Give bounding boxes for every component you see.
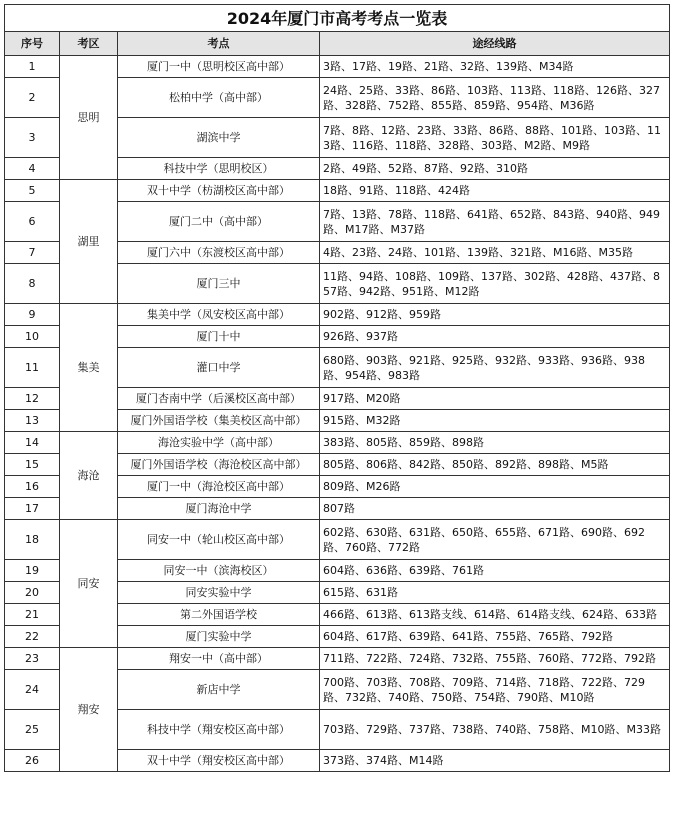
row-number: 5 (5, 180, 60, 202)
route-list: 809路、M26路 (320, 476, 670, 498)
row-number: 25 (5, 710, 60, 750)
route-list: 703路、729路、737路、738路、740路、758路、M10路、M33路 (320, 710, 670, 750)
row-number: 22 (5, 626, 60, 648)
row-number: 4 (5, 158, 60, 180)
page (4, 0, 669, 772)
row-number: 10 (5, 326, 60, 348)
route-list: 7路、13路、78路、118路、641路、652路、843路、940路、949路、M17路、M37路 (320, 202, 670, 242)
route-list: 915路、M32路 (320, 410, 670, 432)
route-list: 926路、937路 (320, 326, 670, 348)
route-list: 383路、805路、859路、898路 (320, 432, 670, 454)
school-name: 厦门一中（思明校区高中部） (118, 56, 320, 78)
district-cell: 翔安 (60, 648, 118, 772)
route-list: 24路、25路、33路、86路、103路、113路、118路、126路、327路、328路、752路、855路、859路、954路、M36路 (320, 78, 670, 118)
table-row (5, 56, 670, 78)
row-number: 2 (5, 78, 60, 118)
school-name: 新店中学 (118, 670, 320, 710)
school-name: 科技中学（思明校区） (118, 158, 320, 180)
route-list: 615路、631路 (320, 582, 670, 604)
route-list: 805路、806路、842路、850路、892路、898路、M5路 (320, 454, 670, 476)
route-list: 18路、91路、118路、424路 (320, 180, 670, 202)
school-name: 厦门三中 (118, 264, 320, 304)
school-name: 厦门十中 (118, 326, 320, 348)
school-name: 厦门一中（海沧校区高中部） (118, 476, 320, 498)
row-number: 11 (5, 348, 60, 388)
row-number: 26 (5, 750, 60, 772)
school-name: 湖滨中学 (118, 118, 320, 158)
school-name: 同安实验中学 (118, 582, 320, 604)
school-name: 同安一中（轮山校区高中部） (118, 520, 320, 560)
table-row (5, 520, 670, 560)
school-name: 厦门实验中学 (118, 626, 320, 648)
row-number: 24 (5, 670, 60, 710)
row-number: 13 (5, 410, 60, 432)
school-name: 海沧实验中学（高中部） (118, 432, 320, 454)
row-number: 12 (5, 388, 60, 410)
row-number: 18 (5, 520, 60, 560)
route-list: 4路、23路、24路、101路、139路、321路、M16路、M35路 (320, 242, 670, 264)
school-name: 厦门六中（东渡校区高中部） (118, 242, 320, 264)
route-list: 604路、636路、639路、761路 (320, 560, 670, 582)
route-list: 604路、617路、639路、641路、755路、765路、792路 (320, 626, 670, 648)
route-list: 917路、M20路 (320, 388, 670, 410)
route-list: 902路、912路、959路 (320, 304, 670, 326)
school-name: 双十中学（翔安校区高中部） (118, 750, 320, 772)
route-list: 711路、722路、724路、732路、755路、760路、772路、792路 (320, 648, 670, 670)
district-cell: 湖里 (60, 180, 118, 304)
school-name: 厦门二中（高中部） (118, 202, 320, 242)
row-number: 15 (5, 454, 60, 476)
district-cell: 同安 (60, 520, 118, 648)
district-cell: 思明 (60, 56, 118, 180)
route-list: 11路、94路、108路、109路、137路、302路、428路、437路、857路、942路、951路、M12路 (320, 264, 670, 304)
school-name: 集美中学（凤安校区高中部） (118, 304, 320, 326)
row-number: 19 (5, 560, 60, 582)
row-number: 7 (5, 242, 60, 264)
school-name: 双十中学（枋湖校区高中部） (118, 180, 320, 202)
title-row (5, 5, 670, 32)
table-row (5, 432, 670, 454)
school-name: 翔安一中（高中部） (118, 648, 320, 670)
route-list: 602路、630路、631路、650路、655路、671路、690路、692路、760路、772路 (320, 520, 670, 560)
table-row (5, 304, 670, 326)
row-number: 3 (5, 118, 60, 158)
table-body (5, 56, 670, 772)
school-name: 松柏中学（高中部） (118, 78, 320, 118)
header-row (5, 32, 670, 56)
table-row (5, 648, 670, 670)
school-name: 科技中学（翔安校区高中部） (118, 710, 320, 750)
school-name: 第二外国语学校 (118, 604, 320, 626)
school-name: 厦门海沧中学 (118, 498, 320, 520)
school-name: 厦门杏南中学（后溪校区高中部） (118, 388, 320, 410)
row-number: 6 (5, 202, 60, 242)
header-district: 考区 (60, 32, 118, 56)
row-number: 17 (5, 498, 60, 520)
exam-site-table (4, 4, 670, 772)
row-number: 21 (5, 604, 60, 626)
table-row (5, 180, 670, 202)
route-list: 807路 (320, 498, 670, 520)
row-number: 8 (5, 264, 60, 304)
header-no: 序号 (5, 32, 60, 56)
route-list: 7路、8路、12路、23路、33路、86路、88路、101路、103路、113路、116路、118路、328路、303路、M2路、M9路 (320, 118, 670, 158)
row-number: 20 (5, 582, 60, 604)
row-number: 14 (5, 432, 60, 454)
row-number: 16 (5, 476, 60, 498)
school-name: 同安一中（滨海校区） (118, 560, 320, 582)
school-name: 厦门外国语学校（海沧校区高中部） (118, 454, 320, 476)
route-list: 3路、17路、19路、21路、32路、139路、M34路 (320, 56, 670, 78)
header-routes: 途经线路 (320, 32, 670, 56)
header-school: 考点 (118, 32, 320, 56)
table-title: 2024年厦门市高考考点一览表 (5, 5, 670, 32)
school-name: 厦门外国语学校（集美校区高中部） (118, 410, 320, 432)
row-number: 1 (5, 56, 60, 78)
route-list: 700路、703路、708路、709路、714路、718路、722路、729路、732路、740路、750路、754路、790路、M10路 (320, 670, 670, 710)
route-list: 680路、903路、921路、925路、932路、933路、936路、938路、954路、983路 (320, 348, 670, 388)
row-number: 23 (5, 648, 60, 670)
row-number: 9 (5, 304, 60, 326)
route-list: 2路、49路、52路、87路、92路、310路 (320, 158, 670, 180)
district-cell: 海沧 (60, 432, 118, 520)
school-name: 灌口中学 (118, 348, 320, 388)
route-list: 373路、374路、M14路 (320, 750, 670, 772)
route-list: 466路、613路、613路支线、614路、614路支线、624路、633路 (320, 604, 670, 626)
district-cell: 集美 (60, 304, 118, 432)
